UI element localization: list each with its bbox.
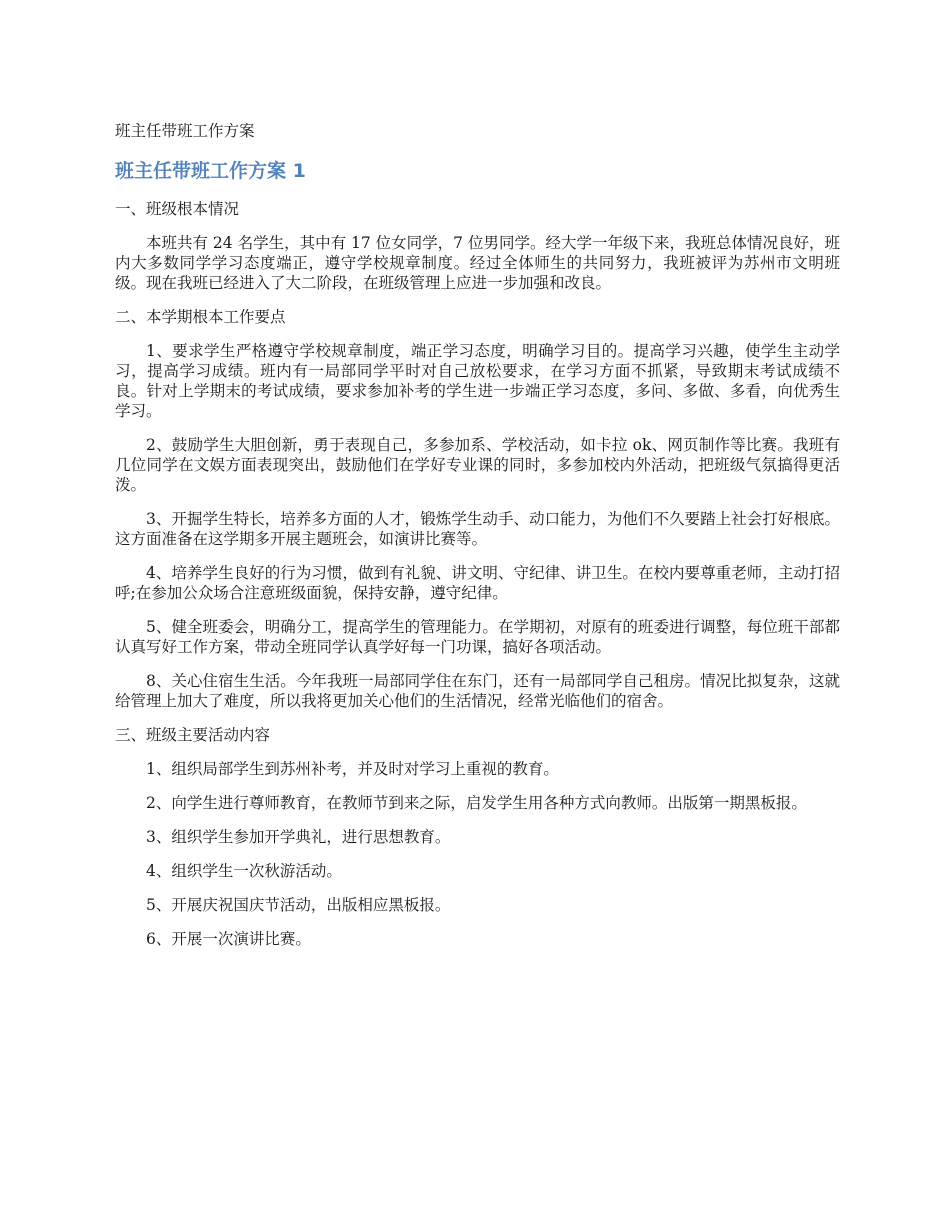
part3-item-5: 5、开展庆祝国庆节活动，出版相应黑板报。: [146, 896, 451, 914]
part2-item-4: 4、培养学生良好的行为习惯，做到有礼貌、讲文明、守纪律、讲卫生。在校内要尊重老师，主动打招呼;在参加公众场合注意班级面貌，保持安静，遵守纪律。: [115, 564, 840, 602]
document-title: 班主任带班工作方案: [115, 122, 255, 140]
section-heading: 班主任带班工作方案 1: [115, 160, 306, 182]
part3-item-1: 1、组织局部学生到苏州补考，并及时对学习上重视的教育。: [146, 760, 559, 778]
part2-item-3: 3、开掘学生特长，培养多方面的人才，锻炼学生动手、动口能力，为他们不久要踏上社会打好根底。这方面准备在这学期多开展主题班会，如演讲比赛等。: [115, 510, 840, 548]
part3-item-4: 4、组织学生一次秋游活动。: [146, 862, 342, 880]
part3-item-2: 2、向学生进行尊师教育，在教师节到来之际，启发学生用各种方式向教师。出版第一期黑板报。: [146, 794, 807, 812]
part2-item-1: 1、要求学生严格遵守学校规章制度，端正学习态度，明确学习目的。提高学习兴趣，使学生主动学习，提高学习成绩。班内有一局部同学平时对自己放松要求，在学习方面不抓紧，导致期末考试成绩不良。针对上学期末的考试成绩，要求参加补考的学生进一步端正学习态度，多问、多做、多看，向优秀生学习。: [115, 342, 840, 420]
part1-heading: 一、班级根本情况: [115, 200, 240, 218]
part2-item-5: 5、健全班委会，明确分工，提高学生的管理能力。在学期初，对原有的班委进行调整，每位班干部都认真写好工作方案，带动全班同学认真学好每一门功课，搞好各项活动。: [115, 618, 840, 656]
part2-heading: 二、本学期根本工作要点: [115, 308, 286, 326]
document-page: [115, 121, 840, 963]
part3-item-6: 6、开展一次演讲比赛。: [146, 930, 311, 948]
part1-paragraph: 本班共有 24 名学生，其中有 17 位女同学，7 位男同学。经大学一年级下来，我班总体情况良好，班内大多数同学学习态度端正，遵守学校规章制度。经过全体师生的共同努力，我班被评为苏州市文明班级。现在我班已经进入了大二阶段，在班级管理上应进一步加强和改良。: [115, 234, 840, 292]
part2-item-2: 2、鼓励学生大胆创新，勇于表现自己，多参加系、学校活动，如卡拉 ok、网页制作等比赛。我班有几位同学在文娱方面表现突出，鼓励他们在学好专业课的同时，多参加校内外活动，把班级气氛搞得更活泼。: [115, 436, 840, 494]
part3-heading: 三、班级主要活动内容: [115, 726, 271, 744]
part2-item-8: 8、关心住宿生生活。今年我班一局部同学住在东门，还有一局部同学自己租房。情况比拟复杂，这就给管理上加大了难度，所以我将更加关心他们的生活情况，经常光临他们的宿舍。: [115, 672, 840, 710]
part3-item-3: 3、组织学生参加开学典礼，进行思想教育。: [146, 828, 451, 846]
